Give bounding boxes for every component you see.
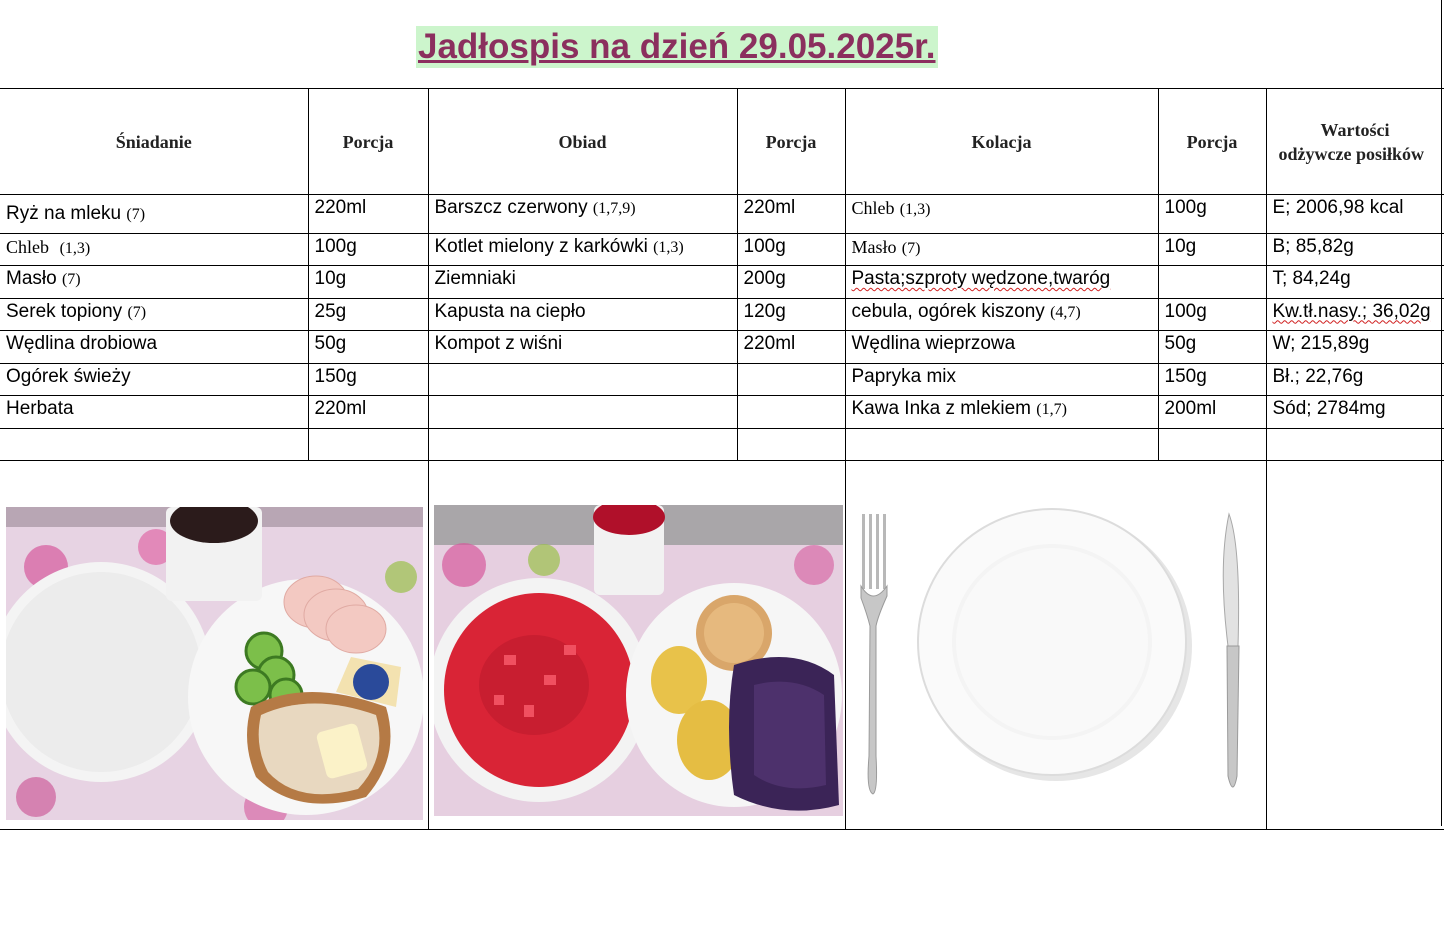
- empty-cell: [308, 428, 428, 461]
- allergen-code: (1,7,9): [592, 200, 636, 217]
- item-name: Chleb: [6, 236, 49, 257]
- item-name: Herbata: [6, 398, 74, 419]
- item-name: Ryż na mleku: [6, 203, 122, 224]
- breakfast-portion: 50g: [308, 331, 428, 364]
- lunch-portion: 100g: [737, 233, 845, 266]
- item-name: Wędlina wieprzowa: [851, 333, 1016, 354]
- lunch-item: [428, 396, 737, 429]
- header-breakfast: Śniadanie: [0, 89, 308, 195]
- dinner-portion: [1158, 266, 1266, 299]
- lunch-portion: 220ml: [737, 331, 845, 364]
- lunch-portion: [737, 363, 845, 396]
- nutrition-value: B; 85,82g: [1266, 233, 1444, 266]
- dinner-item: [845, 266, 1158, 299]
- table-row: [0, 266, 1444, 299]
- lunch-portion: 220ml: [737, 195, 845, 234]
- allergen-code: (1,3): [899, 201, 931, 218]
- lunch-item: [428, 331, 737, 364]
- allergen-code: (7): [127, 303, 147, 321]
- breakfast-portion: 220ml: [308, 195, 428, 234]
- allergen-code: (7): [126, 206, 146, 223]
- breakfast-photo-cell: [0, 461, 428, 830]
- empty-cell: [428, 428, 737, 461]
- dinner-item: [845, 298, 1158, 331]
- nutrition-value: E; 2006,98 kcal: [1266, 195, 1444, 234]
- item-name: Kapusta na ciepło: [434, 300, 586, 322]
- item-name: Papryka mix: [851, 365, 957, 387]
- lunch-photo-cell: [428, 461, 845, 830]
- header-dinner: Kolacja: [845, 89, 1158, 195]
- empty-cell: [1158, 428, 1266, 461]
- dinner-portion: 10g: [1158, 233, 1266, 266]
- nutrition-value: [1266, 298, 1444, 331]
- header-portion-dinner: Porcja: [1158, 89, 1266, 195]
- lunch-item: [428, 266, 737, 299]
- breakfast-portion: 150g: [308, 363, 428, 396]
- page-title: Jadłospis na dzień 29.05.2025r.: [418, 27, 936, 66]
- item-name: Kotlet mielony z karkówki: [434, 235, 648, 257]
- item-name: Barszcz czerwony: [434, 197, 588, 218]
- lunch-portion: 200g: [737, 266, 845, 299]
- nutrition-photo-cell: [1266, 461, 1444, 830]
- empty-cell: [845, 428, 1158, 461]
- breakfast-item: [0, 396, 308, 429]
- header-nutrition-line1: Wartości: [1320, 119, 1390, 140]
- breakfast-portion: 10g: [308, 266, 428, 299]
- header-nutrition-line2: odżywcze posiłków: [1278, 143, 1424, 164]
- dinner-portion: 100g: [1158, 298, 1266, 331]
- header-nutrition: [1266, 89, 1444, 195]
- breakfast-tray-photo: [6, 507, 423, 820]
- allergen-code: (7): [901, 239, 921, 257]
- lunch-item: [428, 363, 737, 396]
- allergen-code: (1,7): [1036, 401, 1067, 418]
- lunch-item: [428, 233, 737, 266]
- nutrition-value: Bł.; 22,76g: [1266, 363, 1444, 396]
- allergen-code: (7): [61, 271, 81, 288]
- allergen-code: (1,3): [59, 239, 91, 257]
- lunch-item: [428, 195, 737, 234]
- table-row: [0, 363, 1444, 396]
- lunch-portion: 120g: [737, 298, 845, 331]
- allergen-code: (1,3): [653, 238, 684, 256]
- dinner-photo-cell: [845, 461, 1266, 830]
- lunch-photo-image: [434, 505, 843, 816]
- dinner-item: [845, 363, 1158, 396]
- dinner-portion: 200ml: [1158, 396, 1266, 429]
- nutrition-value: W; 215,89g: [1266, 331, 1444, 364]
- plate-fork-knife-illustration: [856, 506, 1251, 806]
- breakfast-photo-image: [6, 507, 423, 820]
- item-name: Chleb: [851, 198, 895, 218]
- item-name: Kompot z wiśni: [434, 333, 563, 354]
- menu-table: [0, 88, 1444, 830]
- item-name: Ziemniaki: [434, 268, 516, 289]
- item-name: Pasta;szproty wędzone,twaróg: [851, 268, 1111, 289]
- dinner-portion: 150g: [1158, 363, 1266, 396]
- item-name: Wędlina drobiowa: [6, 333, 158, 354]
- lunch-tray-photo: [434, 505, 843, 816]
- nutrition-text: Kw.tł.nasy.; 36,02g: [1272, 300, 1431, 322]
- dinner-item: [845, 331, 1158, 364]
- table-row: [0, 331, 1444, 364]
- dinner-item: [845, 233, 1158, 266]
- item-name: Serek topiony: [6, 300, 123, 322]
- table-row-empty: [0, 428, 1444, 461]
- dinner-photo-image: [856, 506, 1251, 806]
- dinner-item: [845, 195, 1158, 234]
- item-name: Kawa Inka z mlekiem: [851, 398, 1032, 419]
- breakfast-item: [0, 298, 308, 331]
- dinner-portion: 50g: [1158, 331, 1266, 364]
- header-portion-breakfast: Porcja: [308, 89, 428, 195]
- breakfast-portion: 100g: [308, 233, 428, 266]
- allergen-code: (4,7): [1050, 303, 1081, 321]
- breakfast-portion: 25g: [308, 298, 428, 331]
- lunch-portion: [737, 396, 845, 429]
- item-name: Ogórek świeży: [6, 365, 131, 387]
- table-row: [0, 396, 1444, 429]
- nutrition-value: Sód; 2784mg: [1266, 396, 1444, 429]
- header-lunch: Obiad: [428, 89, 737, 195]
- header-row: [0, 89, 1444, 195]
- empty-cell: [737, 428, 845, 461]
- table-row: [0, 298, 1444, 331]
- table-row: [0, 233, 1444, 266]
- dinner-item: [845, 396, 1158, 429]
- item-name: cebula, ogórek kiszony: [851, 300, 1045, 322]
- photos-row: [0, 461, 1444, 830]
- nutrition-value: T; 84,24g: [1266, 266, 1444, 299]
- breakfast-item: [0, 233, 308, 266]
- breakfast-portion: 220ml: [308, 396, 428, 429]
- item-name: Masło: [6, 268, 57, 289]
- breakfast-item: [0, 363, 308, 396]
- empty-cell: [1266, 428, 1444, 461]
- breakfast-item: [0, 331, 308, 364]
- dinner-portion: 100g: [1158, 195, 1266, 234]
- table-row: [0, 195, 1444, 234]
- breakfast-item: [0, 195, 308, 234]
- lunch-item: [428, 298, 737, 331]
- header-portion-lunch: Porcja: [737, 89, 845, 195]
- breakfast-item: [0, 266, 308, 299]
- item-name: Masło: [851, 236, 897, 257]
- empty-cell: [0, 428, 308, 461]
